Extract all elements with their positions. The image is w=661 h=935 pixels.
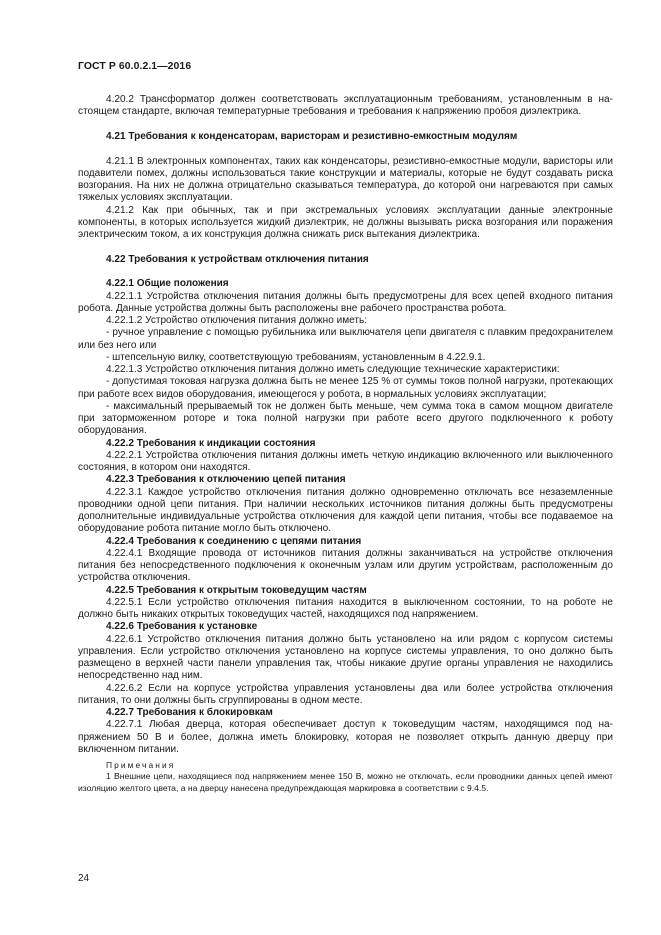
subsection-heading: 4.22.6 Требования к установке [106, 621, 258, 633]
paragraph: 4.20.2 Трансформатор должен соответствовать эксплуатационным требованиям, установленным в настоящем стандарте, включая температурные требования и требования к напряжению пробоя диэлектрика. [78, 94, 613, 118]
paragraph: 4.22.1.1 Устройства отключения питания должны быть предусмотрены для всех цепей входного питания робота. Данные устройства должны быть расположены вне рабочего пространства робота. [78, 290, 613, 314]
section-heading: 4.22 Требования к устройствам отключения питания [106, 253, 369, 265]
paragraph: 4.22.1.3 Устройство отключения питания должно иметь следующие технические характеристики: [106, 364, 560, 376]
subsection-heading: 4.22.2 Требования к индикации состояния [106, 437, 316, 449]
subsection-heading: 4.22.7 Требования к блокировкам [106, 707, 273, 719]
paragraph: 4.22.7.1 Любая дверца, которая обеспечивает доступ к токоведущим частям, находящимся под напряжением 50 В и более, должна иметь блокировку, которая не позволяет открыть данную дверцу при включенном питании. [78, 719, 613, 755]
paragraph: 4.22.6.1 Устройство отключения питания должно быть установлено на или рядом с корпусом системы управления. Если устройство отключения установлено на корпусе системы управления, то оно должно быть размещено в верхней части панели управления так, чтобы никакие другие органы управления не находились непосредственно над ним. [78, 633, 613, 682]
subsection-heading: 4.22.3 Требования к отключению цепей питания [106, 474, 346, 486]
list-item: - максимальный прерываемый ток не должен быть меньше, чем сумма тока в самом мощном двигателе при заторможенном роторе и тока полной нагрузки при работе всего другого подключенного к роботу оборудования. [78, 400, 613, 437]
subsection-heading: 4.22.5 Требования к открытым токоведущим частям [106, 584, 367, 596]
document-body [78, 94, 613, 794]
subsection-heading: 4.22.4 Требования к соединению с цепями питания [106, 535, 362, 547]
note-item: 1 Внешние цепи, находящиеся под напряжением менее 150 В, можно не отключать, если проводники данных цепей имеют изоляцию желтого цвета, а на дверцу нанесена предупреждающая маркировка в соответствии с 9.4.5. [78, 771, 613, 793]
page-header: ГОСТ Р 60.0.2.1—2016 [78, 61, 192, 72]
section-heading: 4.21 Требования к конденсаторам, варисторам и резистивно-емкостным модулям [106, 130, 518, 142]
list-item: - штепсельную вилку, соответствующую требованиям, установленным в 4.22.9.1. [106, 351, 486, 363]
notes-heading: Примечания [106, 760, 176, 771]
paragraph: 4.22.6.2 Если на корпусе устройства управления установлены два или более устройства отключения питания, то они должны быть сгруппированы в одном месте. [78, 682, 613, 706]
paragraph: 4.22.4.1 Входящие провода от источников питания должны заканчиваться на устройстве отключения питания без непосредственного подключения к оконечным узлам или другим устройствам, расположенным до устройства отключения. [78, 547, 613, 584]
paragraph: 4.22.2.1 Устройства отключения питания должны иметь четкую индикацию включенного или выключенного состояния, в котором они находятся. [78, 449, 613, 474]
paragraph: 4.21.1 В электронных компонентах, таких как конденсаторы, резистивно-емкостные модули, варисторы или подавители помех, должны использоваться такие конструкции и материалы, которые не будут создавать риска возгорания. На них не должна отрицательно сказываться температура, до которой они нагреваются при самых тяжелых условиях эксплуатации. [78, 155, 613, 204]
page-number: 24 [78, 873, 90, 884]
paragraph: 4.22.1.2 Устройство отключения питания должно иметь: [106, 315, 367, 327]
list-item: - допустимая токовая нагрузка должна быть не менее 125 % от суммы токов полной нагрузки, протекающих при работе всех видов оборудования, имеющегося у робота, в нормальных условиях эксплуатации; [78, 376, 613, 400]
paragraph: 4.21.2 Как при обычных, так и при экстремальных условиях эксплуатации данные электронные компоненты, в которых используется жидкий диэлектрик, не должны вызывать риска возгорания или поражения электрическим током, а их конструкция должна снижать риск вытекания диэлектрика. [78, 204, 613, 241]
paragraph: 4.22.5.1 Если устройство отключения питания находится в выключенном состоянии, то на роботе не должно быть никаких открытых токоведущих частей, находящихся под напряжением. [78, 596, 613, 621]
paragraph: 4.22.3.1 Каждое устройство отключения питания должно одновременно отключать все незаземленные проводники одной цепи питания. При наличии нескольких источников питания должны быть предусмотрены дополнительные индивидуальные устройства отключения для каждой цепи питания, чтобы все подаваемое на оборудование робота питание могло быть отключено. [78, 486, 613, 535]
list-item: - ручное управление с помощью рубильника или выключателя цепи двигателя с плавким предохранителем или без него или [78, 327, 613, 351]
subsection-heading: 4.22.1 Общие положения [106, 278, 229, 290]
